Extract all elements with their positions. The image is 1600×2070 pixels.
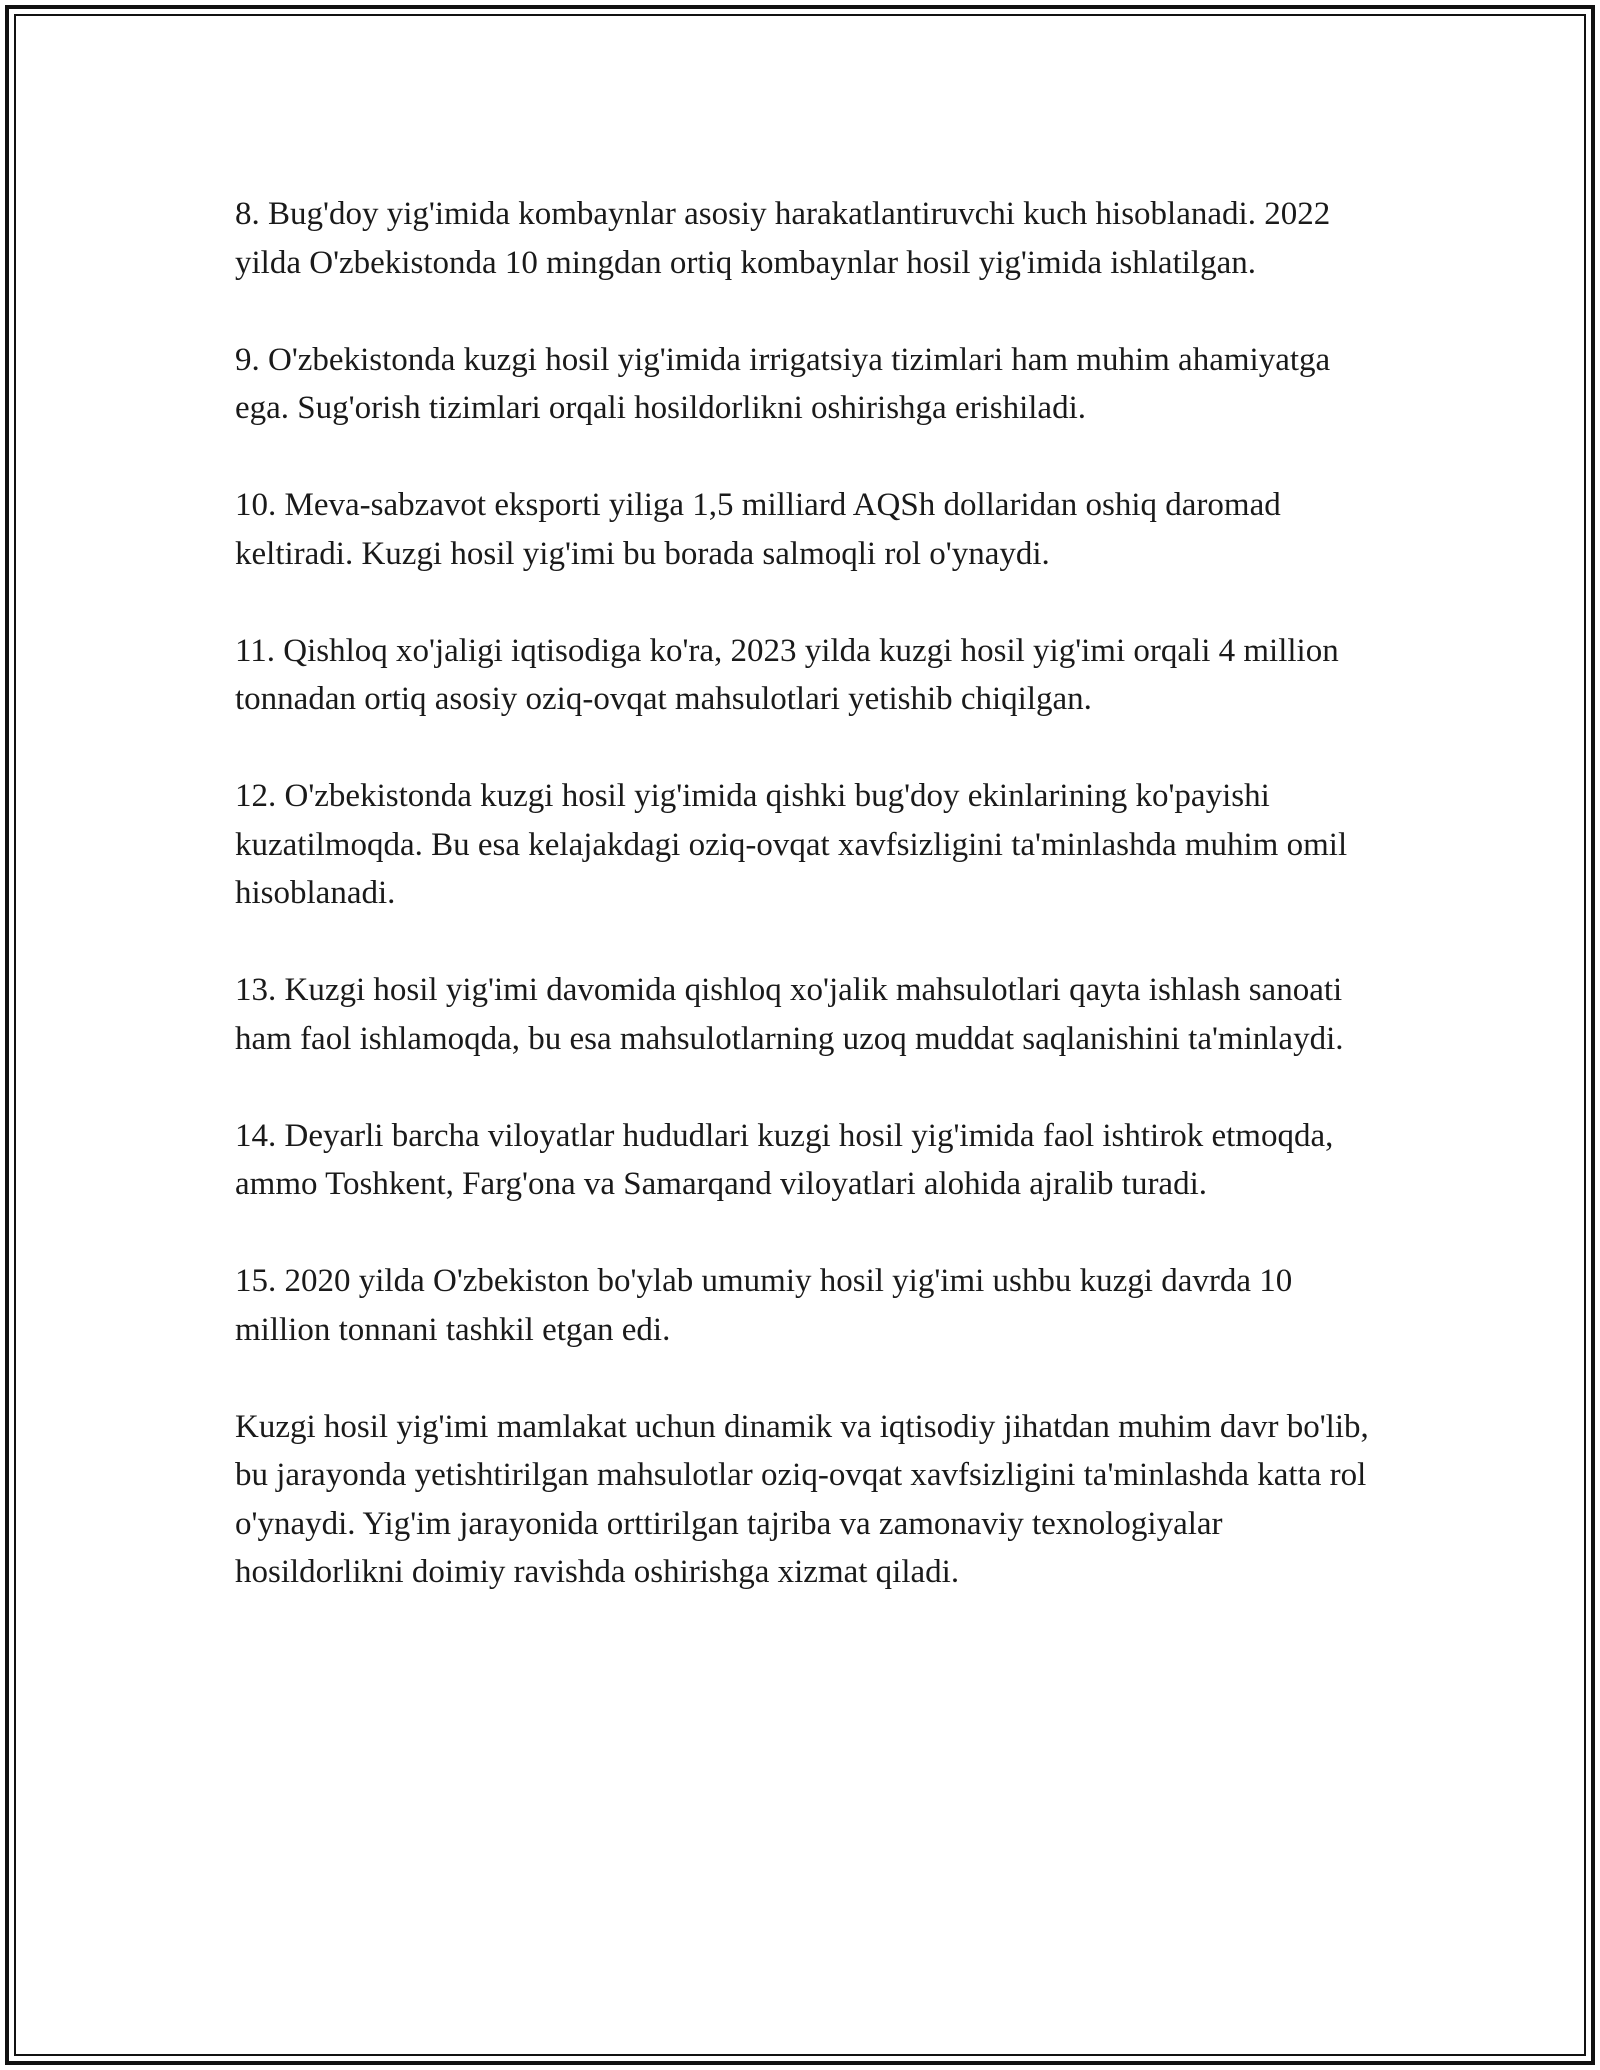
paragraph-11: 11. Qishloq xo'jaligi iqtisodiga ko'ra, 2023 yilda kuzgi hosil yig'imi orqali 4 million tonnadan ortiq asosiy oziq-ovqat mahsulotlari yetishib chiqilgan. (235, 632, 1339, 717)
paragraph-12: 12. O'zbekistonda kuzgi hosil yig'imida qishki bug'doy ekinlarining ko'payishi kuzatilmoqda. Bu esa kelajakdagi oziq-ovqat xavfsizligini ta'minlashda muhim omil hisoblanadi. (235, 778, 1348, 911)
paragraph-10: 10. Meva-sabzavot eksporti yiliga 1,5 milliard AQSh dollaridan oshiq daromad keltiradi. Kuzgi hosil yig'imi bu borada salmoqli rol o'ynaydi. (235, 487, 1281, 572)
paragraph-8: 8. Bug'doy yig'imida kombaynlar asosiy harakatlantiruvchi kuch hisoblanadi. 2022 yilda O'zbekistonda 10 mingdan ortiq kombaynlar hosil yig'imida ishlatilgan. (235, 196, 1331, 281)
paragraph-15: 15. 2020 yilda O'zbekiston bo'ylab umumiy hosil yig'imi ushbu kuzgi davrda 10 million tonnani tashkil etgan edi. (235, 1263, 1293, 1348)
conclusion-paragraph: Kuzgi hosil yig'imi mamlakat uchun dinamik va iqtisodiy jihatdan muhim davr bo'lib, bu jarayonda yetishtirilgan mahsulotlar oziq-ovqat xavfsizligini ta'minlashda katta rol o'ynaydi. Yig'im jarayonida orttirilgan tajriba va zamonaviy texnologiyalar hosildorlikni doimiy ravishda oshirishga xizmat qiladi. (235, 1408, 1369, 1590)
document-body (235, 190, 1385, 1645)
paragraph-14: 14. Deyarli barcha viloyatlar hududlari kuzgi hosil yig'imida faol ishtirok etmoqda, ammo Toshkent, Farg'ona va Samarqand viloyatlari alohida ajralib turadi. (235, 1117, 1334, 1202)
paragraph-13: 13. Kuzgi hosil yig'imi davomida qishloq xo'jalik mahsulotlari qayta ishlash sanoati ham faol ishlamoqda, bu esa mahsulotlarning uzoq muddat saqlanishini ta'minlaydi. (235, 972, 1344, 1057)
paragraph-9: 9. O'zbekistonda kuzgi hosil yig'imida irrigatsiya tizimlari ham muhim ahamiyatga ega. Sug'orish tizimlari orqali hosildorlikni oshirishga erishiladi. (235, 341, 1331, 426)
